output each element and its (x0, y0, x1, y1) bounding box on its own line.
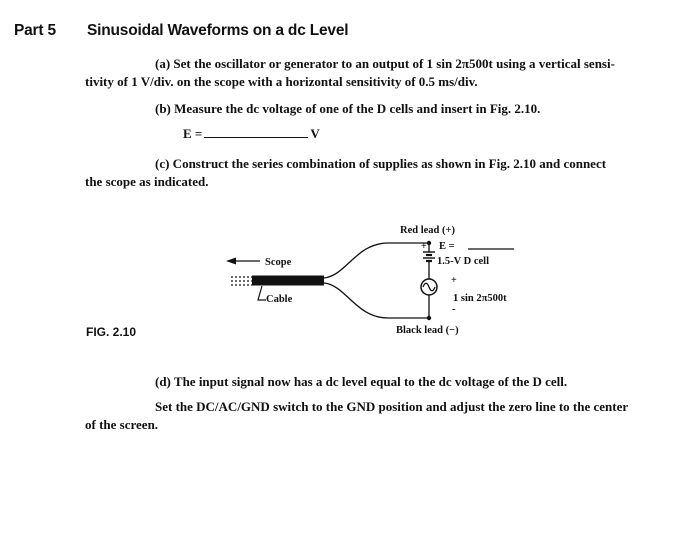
cable-pointer (258, 286, 266, 300)
black-lead-label: Black lead (−) (396, 325, 459, 336)
source-minus: - (452, 303, 456, 315)
black-lead-wire (324, 283, 427, 318)
e-label: E = (183, 126, 203, 141)
dc-cell-label: 1.5-V D cell (437, 256, 490, 267)
sine-wave-icon (423, 283, 435, 291)
cable-body (252, 276, 324, 286)
sine-source-label: 1 sin 2π500t (453, 293, 507, 304)
para-a-line2: tivity of 1 V/div. on the scope with a horizontal sensitivity of 0.5 ms/div. (85, 74, 478, 89)
battery-plus: + (421, 241, 427, 252)
para-d-line2: Set the DC/AC/GND switch to the GND position and adjust the zero line to the center (155, 399, 629, 414)
part-label: Part 5 (14, 22, 56, 39)
red-lead-terminal (427, 241, 431, 245)
figure-label: FIG. 2.10 (86, 325, 137, 339)
red-lead-wire (324, 243, 427, 278)
para-b: (b) Measure the dc voltage of one of the D cells and insert in Fig. 2.10. (155, 101, 541, 116)
para-d-line1: (d) The input signal now has a dc level equal to the dc voltage of the D cell. (155, 374, 568, 389)
para-c-line1: (c) Construct the series combination of supplies as shown in Fig. 2.10 and connect (155, 156, 607, 171)
cable-label: Cable (266, 294, 293, 305)
para-d-line3: of the screen. (85, 417, 159, 432)
e-unit: V (310, 126, 320, 141)
black-lead-terminal (427, 316, 431, 320)
e-symbol-label: E = (439, 241, 455, 252)
source-plus: + (451, 275, 457, 286)
para-c-line2: the scope as indicated. (85, 174, 209, 189)
scope-label: Scope (265, 257, 292, 268)
scope-arrow-head (226, 258, 236, 265)
section-title: Sinusoidal Waveforms on a dc Level (87, 22, 349, 39)
red-lead-label: Red lead (+) (400, 225, 455, 236)
para-a-line1: (a) Set the oscillator or generator to an output of 1 sin 2π500t using a vertical sensi- (155, 56, 615, 71)
